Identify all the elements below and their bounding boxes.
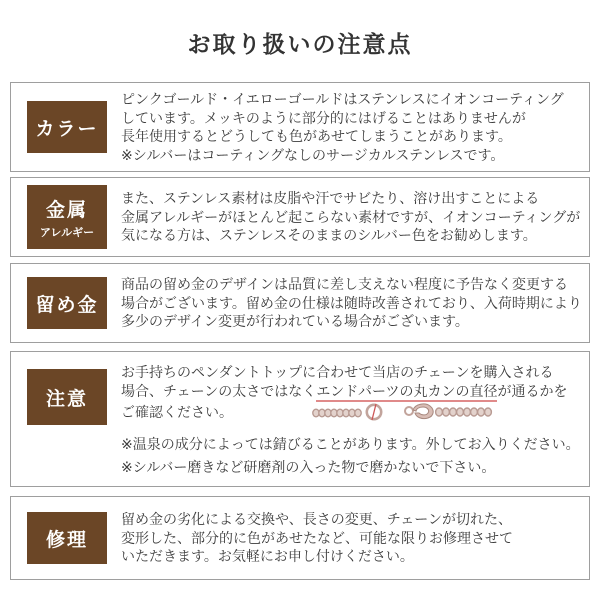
text-line: また、ステンレス素材は皮脂や汗でサビたり、溶け出すことによる bbox=[121, 190, 540, 207]
text-line: 長年使用するとどうしても色があせてしまうことがあります。 bbox=[121, 128, 512, 144]
text-line: お手持ちのペンダントトップに合わせて当店のチェーンを購入される bbox=[121, 364, 554, 380]
label-text: 修理 bbox=[45, 529, 88, 551]
text-line bbox=[121, 382, 580, 401]
text-line: 商品の留め金のデザインは品質に差し支えない程度に予告なく変更する bbox=[121, 276, 569, 293]
text-line: 変形した、部分的に色があせたなど、可能な限りお修理させて bbox=[121, 529, 513, 546]
text-line: 気になる方は、ステンレスそのままのシルバー色をお勧めします。 bbox=[121, 227, 537, 244]
emphasized-text: エンドパーツの丸カンの直径 bbox=[316, 383, 497, 402]
lobster-clasp-photo-icon bbox=[403, 401, 495, 423]
notice-sections bbox=[0, 82, 600, 580]
section-label-clasp bbox=[27, 277, 107, 329]
chain-part-photos bbox=[311, 401, 495, 423]
text-line: 場合がございます。留め金の仕様は随時改善されており、入荷時期により bbox=[121, 294, 582, 311]
text-line bbox=[121, 401, 580, 423]
section-clasp-text bbox=[121, 275, 582, 331]
caution-notes bbox=[121, 433, 580, 479]
label-text: 注意 bbox=[45, 388, 88, 410]
page-title: お取り扱いの注意点 bbox=[187, 31, 413, 57]
section-repair bbox=[10, 496, 590, 580]
section-color-text bbox=[121, 90, 564, 164]
section-caution-text bbox=[121, 359, 580, 479]
chain-end-ring-photo-icon bbox=[311, 402, 389, 422]
section-label-caution bbox=[27, 369, 107, 425]
text-line: 多少のデザイン変更が行われている場合がございます。 bbox=[121, 313, 469, 330]
section-metal-allergy-text bbox=[121, 189, 580, 245]
text-line: いただきます。お気軽にお申し付けください。 bbox=[121, 548, 414, 565]
label-text: 留め金 bbox=[35, 294, 99, 316]
section-label-color bbox=[27, 101, 107, 153]
text-line: しています。メッキのように部分的にはげることはありませんが bbox=[121, 109, 526, 126]
section-label-metal-allergy bbox=[27, 185, 107, 249]
note-line: ※温泉の成分によっては錆びることがあります。外してお入りください。 bbox=[121, 436, 580, 452]
text-line: 留め金の劣化による交換や、長さの変更、チェーンが切れた、 bbox=[121, 511, 513, 528]
label-text: 金属 bbox=[45, 199, 88, 221]
section-color bbox=[10, 82, 590, 172]
section-label-repair bbox=[27, 512, 107, 564]
text-line: ピンクゴールド・イエローゴールドはステンレスにイオンコーティング bbox=[121, 91, 564, 107]
label-text: カラー bbox=[35, 118, 99, 140]
text-line: ※シルバーはコーティングなしのサージカルステンレスです。 bbox=[121, 146, 505, 163]
text-segment: が通るかを bbox=[497, 383, 568, 399]
section-repair-text bbox=[121, 510, 513, 566]
section-caution bbox=[10, 351, 590, 487]
text-segment: 場合、チェーンの太さではなく bbox=[121, 383, 317, 399]
note-line: ※シルバー磨きなど研磨剤の入った物で磨かないで下さい。 bbox=[121, 459, 496, 475]
section-metal-allergy bbox=[10, 177, 590, 257]
label-subtext: アレルギー bbox=[39, 226, 95, 239]
text-line: 金属アレルギーがほとんど起こらない素材ですが、イオンコーティングが bbox=[121, 208, 581, 225]
section-clasp bbox=[10, 263, 590, 343]
text-segment: ご確認ください。 bbox=[121, 403, 233, 420]
